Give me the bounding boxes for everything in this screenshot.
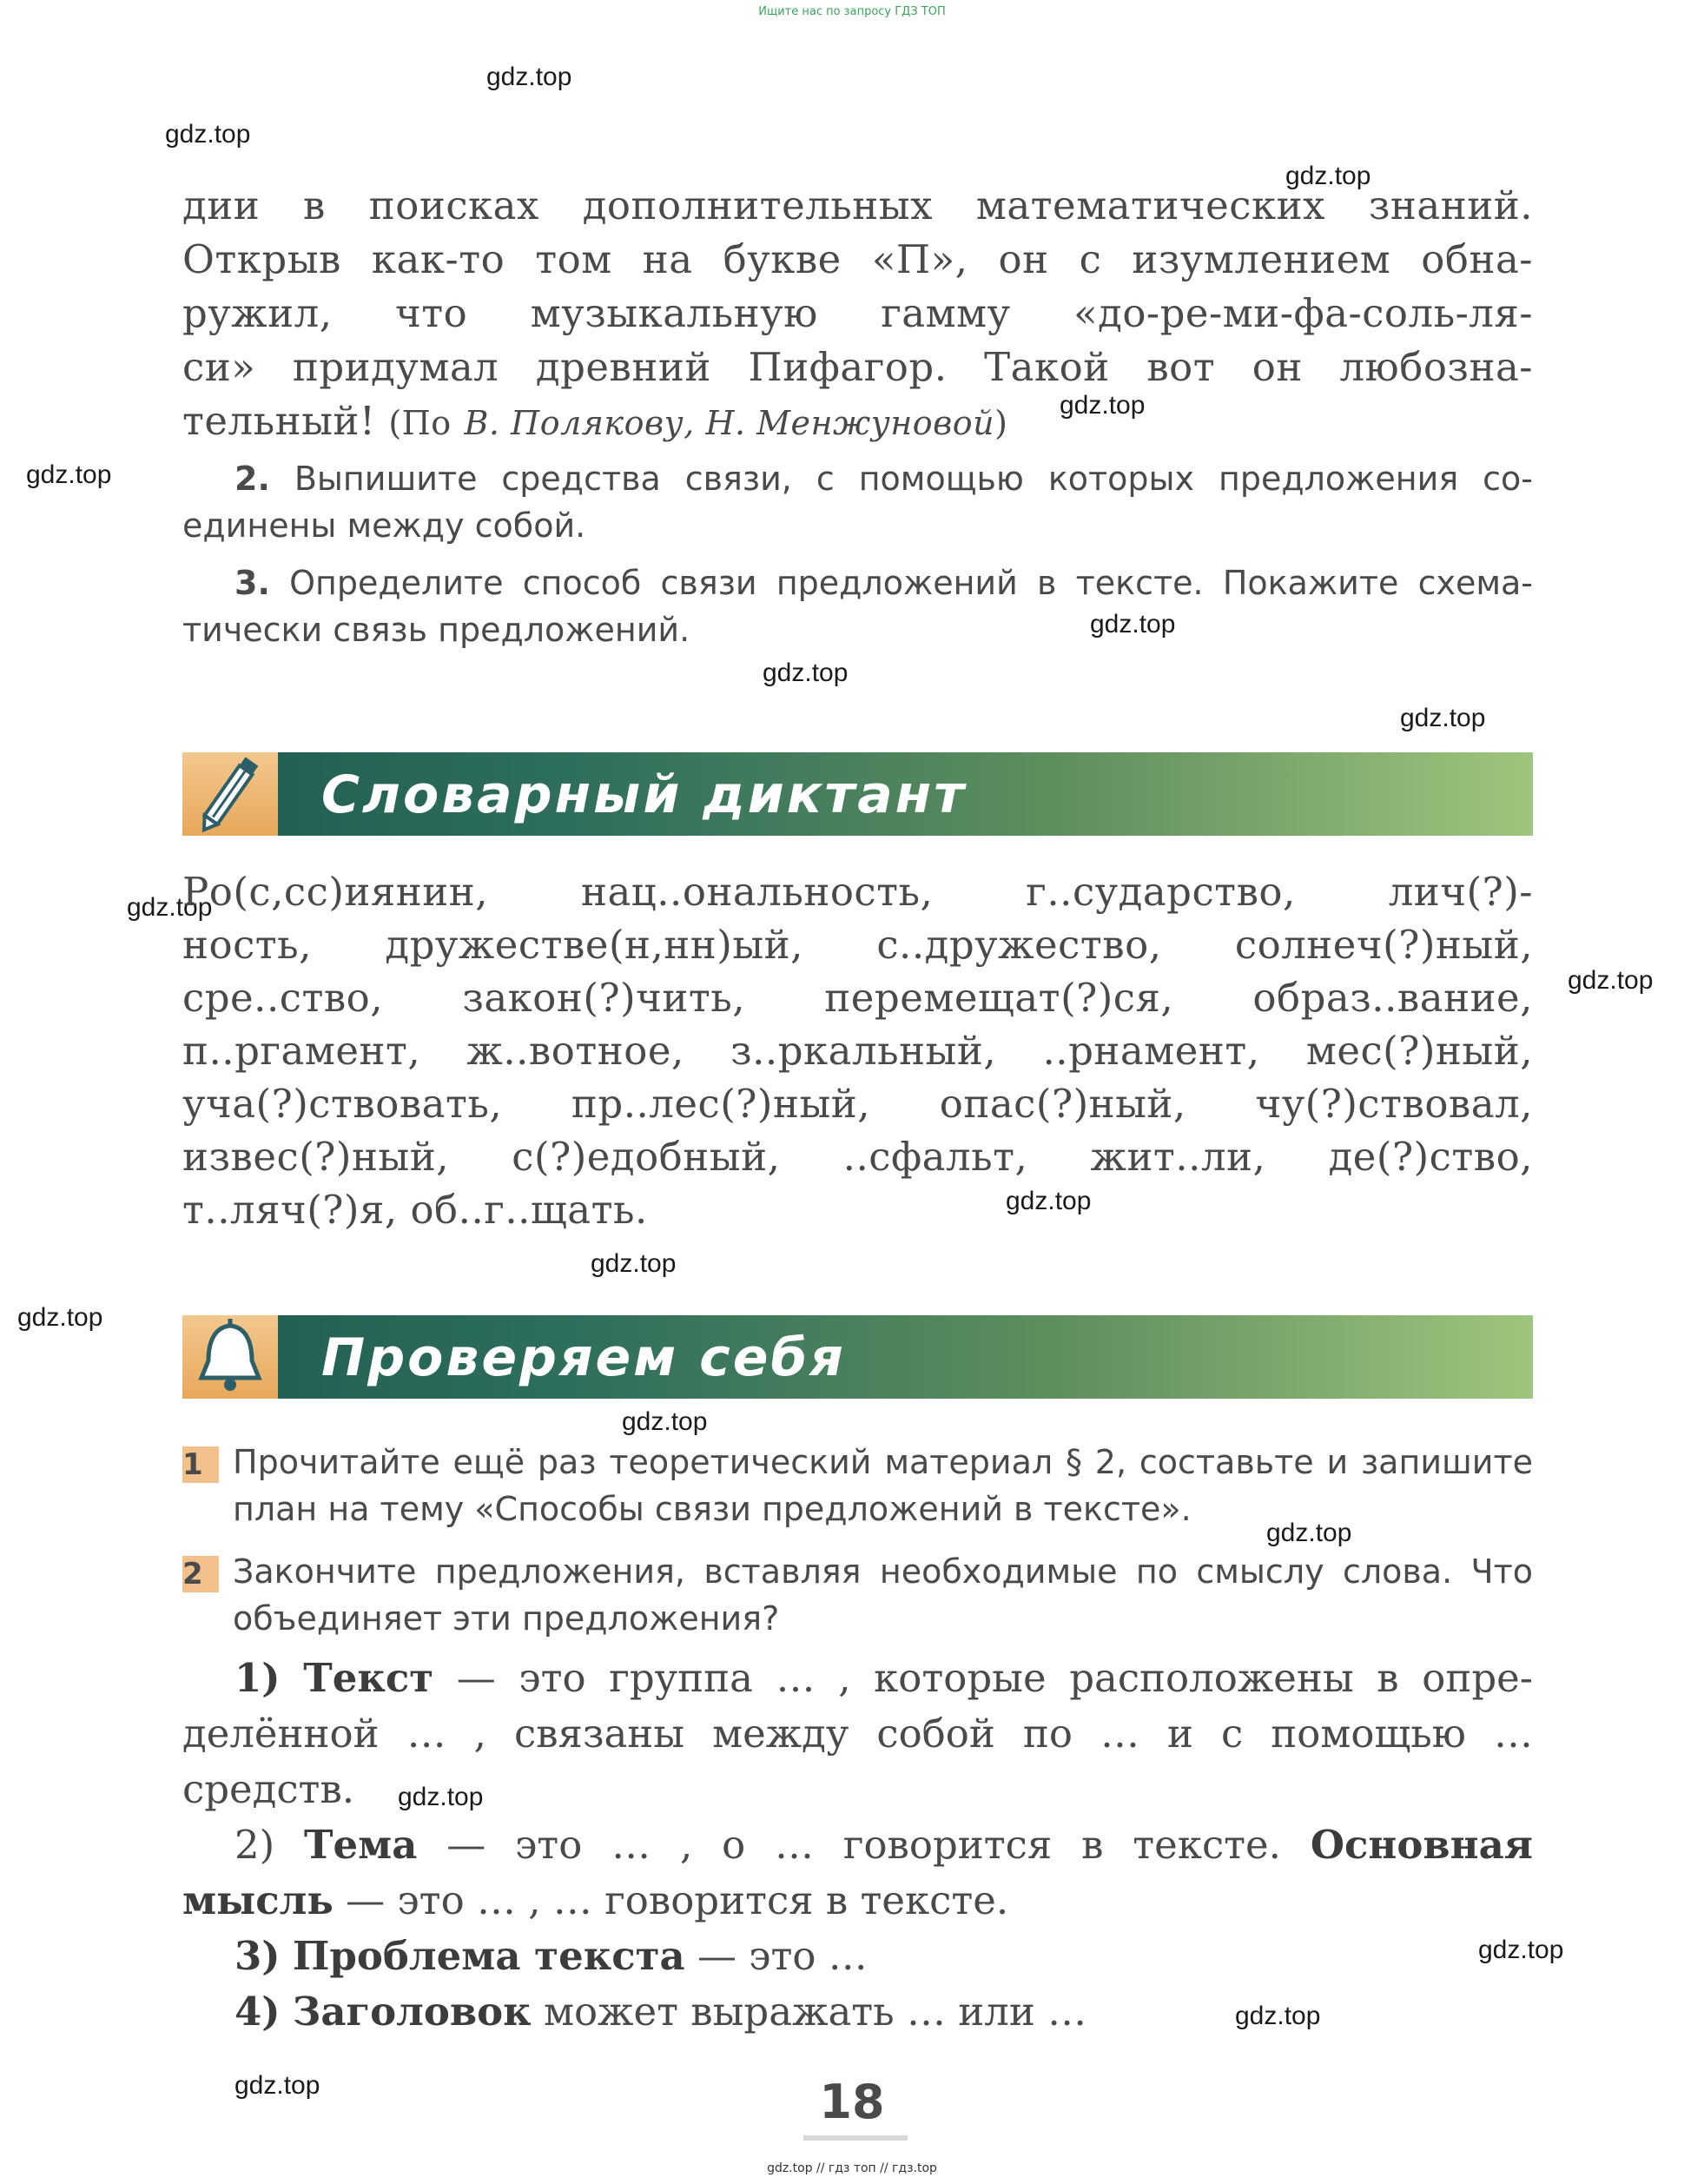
- watermark: gdz.top: [127, 893, 213, 922]
- text-line: Открыв как-то том на букве «П», он с изумлением обна-: [182, 236, 1533, 282]
- watermark: gdz.top: [763, 659, 849, 687]
- watermark: gdz.top: [1006, 1187, 1092, 1215]
- def-number: 1): [234, 1655, 281, 1701]
- item-number-badge: 2: [182, 1556, 219, 1592]
- item-text-cont: план на тему «Способы связи предложений в тексте».: [233, 1490, 1192, 1528]
- watermark: gdz.top: [234, 2071, 320, 2100]
- source-suffix: ): [994, 404, 1008, 442]
- watermark: gdz.top: [591, 1249, 677, 1278]
- item-text: Прочитайте ещё раз теоретический материал § 2, составьте и запишите: [233, 1443, 1533, 1481]
- watermark: gdz.top: [26, 460, 112, 489]
- text-line: извес(?)ный, с(?)едобный, ..сфальт, жит..ли, де(?)ство,: [182, 1134, 1533, 1180]
- watermark: gdz.top: [1568, 966, 1654, 995]
- definitions: [182, 1651, 1533, 2040]
- watermark: gdz.top: [398, 1783, 484, 1811]
- task-3: [182, 559, 1533, 653]
- def-text: — это …: [684, 1933, 868, 1979]
- header-note: Ищите нас по запросу ГДЗ ТОП: [758, 5, 946, 18]
- watermark: gdz.top: [622, 1407, 708, 1436]
- def-term: Тема: [304, 1822, 418, 1868]
- check-banner: [182, 1315, 1533, 1399]
- watermark: gdz.top: [1400, 704, 1486, 732]
- task-text: Определите способ связи предложений в тексте. Покажите схема-: [289, 564, 1533, 602]
- banner-title: Словарный диктант: [321, 764, 967, 825]
- pencil-icon: [182, 752, 278, 836]
- text-line: си» придумал древний Пифагор. Такой вот он любозна-: [182, 344, 1533, 390]
- def-text: — это группа … , которые расположены в опре-: [433, 1655, 1533, 1701]
- definition-3: [182, 1929, 1533, 1984]
- watermark: gdz.top: [165, 120, 251, 149]
- def-text: — это … , … говорится в тексте.: [333, 1877, 1009, 1923]
- check-item-2: [182, 1548, 1533, 1642]
- def-text: делённой … , связаны между собой по … и с помощью …: [182, 1711, 1533, 1757]
- intro-paragraph: [182, 179, 1533, 450]
- watermark: gdz.top: [486, 63, 572, 91]
- page-number-underline: [803, 2135, 908, 2141]
- watermark: gdz.top: [1285, 162, 1371, 190]
- watermark: gdz.top: [17, 1303, 103, 1332]
- last-word: тельный!: [182, 398, 376, 444]
- watermark: gdz.top: [1266, 1519, 1352, 1547]
- text-line: п..ргамент, ж..вотное, з..ркальный, ..рнамент, мес(?)ный,: [182, 1028, 1533, 1074]
- definition-2: [182, 1817, 1533, 1873]
- def-text: может выражать … или …: [531, 1989, 1087, 2035]
- dictation-words: [182, 865, 1533, 1236]
- definition-4: [182, 1984, 1533, 2040]
- def-term: Текст: [303, 1655, 434, 1701]
- watermark: gdz.top: [1478, 1936, 1564, 1964]
- text-line: ность, дружестве(н,нн)ый, с..дружество, солнеч(?)ный,: [182, 922, 1533, 968]
- dictation-banner: [182, 752, 1533, 836]
- text-line: Ро(с,сс)иянин, нац..ональность, г..сударство, лич(?)-: [182, 869, 1533, 915]
- footer-note: gdz.top // гдз топ // гдз.top: [767, 2161, 937, 2175]
- text-line: дии в поисках дополнительных математических знаний.: [182, 182, 1533, 228]
- check-item-1: [182, 1439, 1533, 1532]
- watermark: gdz.top: [1235, 2002, 1321, 2030]
- task-text-cont: тически связь предложений.: [182, 611, 690, 649]
- watermark: gdz.top: [1060, 391, 1146, 420]
- task-text: Выпишите средства связи, с помощью которых предложения со-: [294, 460, 1533, 498]
- source-prefix: (По: [388, 404, 452, 442]
- bell-icon: [182, 1315, 278, 1399]
- task-2: [182, 455, 1533, 549]
- item-number-badge: 1: [182, 1446, 219, 1483]
- def-text: средств.: [182, 1766, 355, 1812]
- definition-1: [182, 1651, 1533, 1706]
- definition-2-cont: [182, 1873, 1533, 1929]
- text-line: ружил, что музыкальную гамму «до-ре-ми-фа-соль-ля-: [182, 290, 1533, 336]
- item-text-cont: объединяет эти предложения?: [233, 1599, 780, 1638]
- text-line: уча(?)ствовать, пр..лес(?)ный, опас(?)ный, чу(?)ствовал,: [182, 1081, 1533, 1127]
- def-number: 2): [234, 1822, 275, 1868]
- task-number: 3.: [234, 564, 270, 602]
- text-line: сре..ство, закон(?)чить, перемещат(?)ся, образ..вание,: [182, 975, 1533, 1021]
- def-number: 4): [234, 1989, 281, 2035]
- def-number: 3): [234, 1933, 281, 1979]
- text-line: т..ляч(?)я, об..г..щать.: [182, 1187, 648, 1233]
- task-text-cont: единены между собой.: [182, 506, 586, 545]
- def-term: Проблема текста: [292, 1933, 685, 1979]
- page-number: 18: [819, 2075, 885, 2129]
- source-authors: В. Полякову, Н. Менжуновой: [464, 404, 995, 442]
- def-text: — это … , о … говорится в тексте.: [417, 1822, 1311, 1868]
- watermark: gdz.top: [1090, 610, 1176, 639]
- text-line: [182, 394, 1533, 450]
- def-term: Заголовок: [292, 1989, 532, 2035]
- task-number: 2.: [234, 460, 270, 498]
- item-text: Закончите предложения, вставляя необходимые по смыслу слова. Что: [233, 1552, 1533, 1591]
- def-term: Основная: [1310, 1822, 1533, 1868]
- def-term: мысль: [182, 1877, 334, 1923]
- banner-title: Проверяем себя: [321, 1327, 846, 1388]
